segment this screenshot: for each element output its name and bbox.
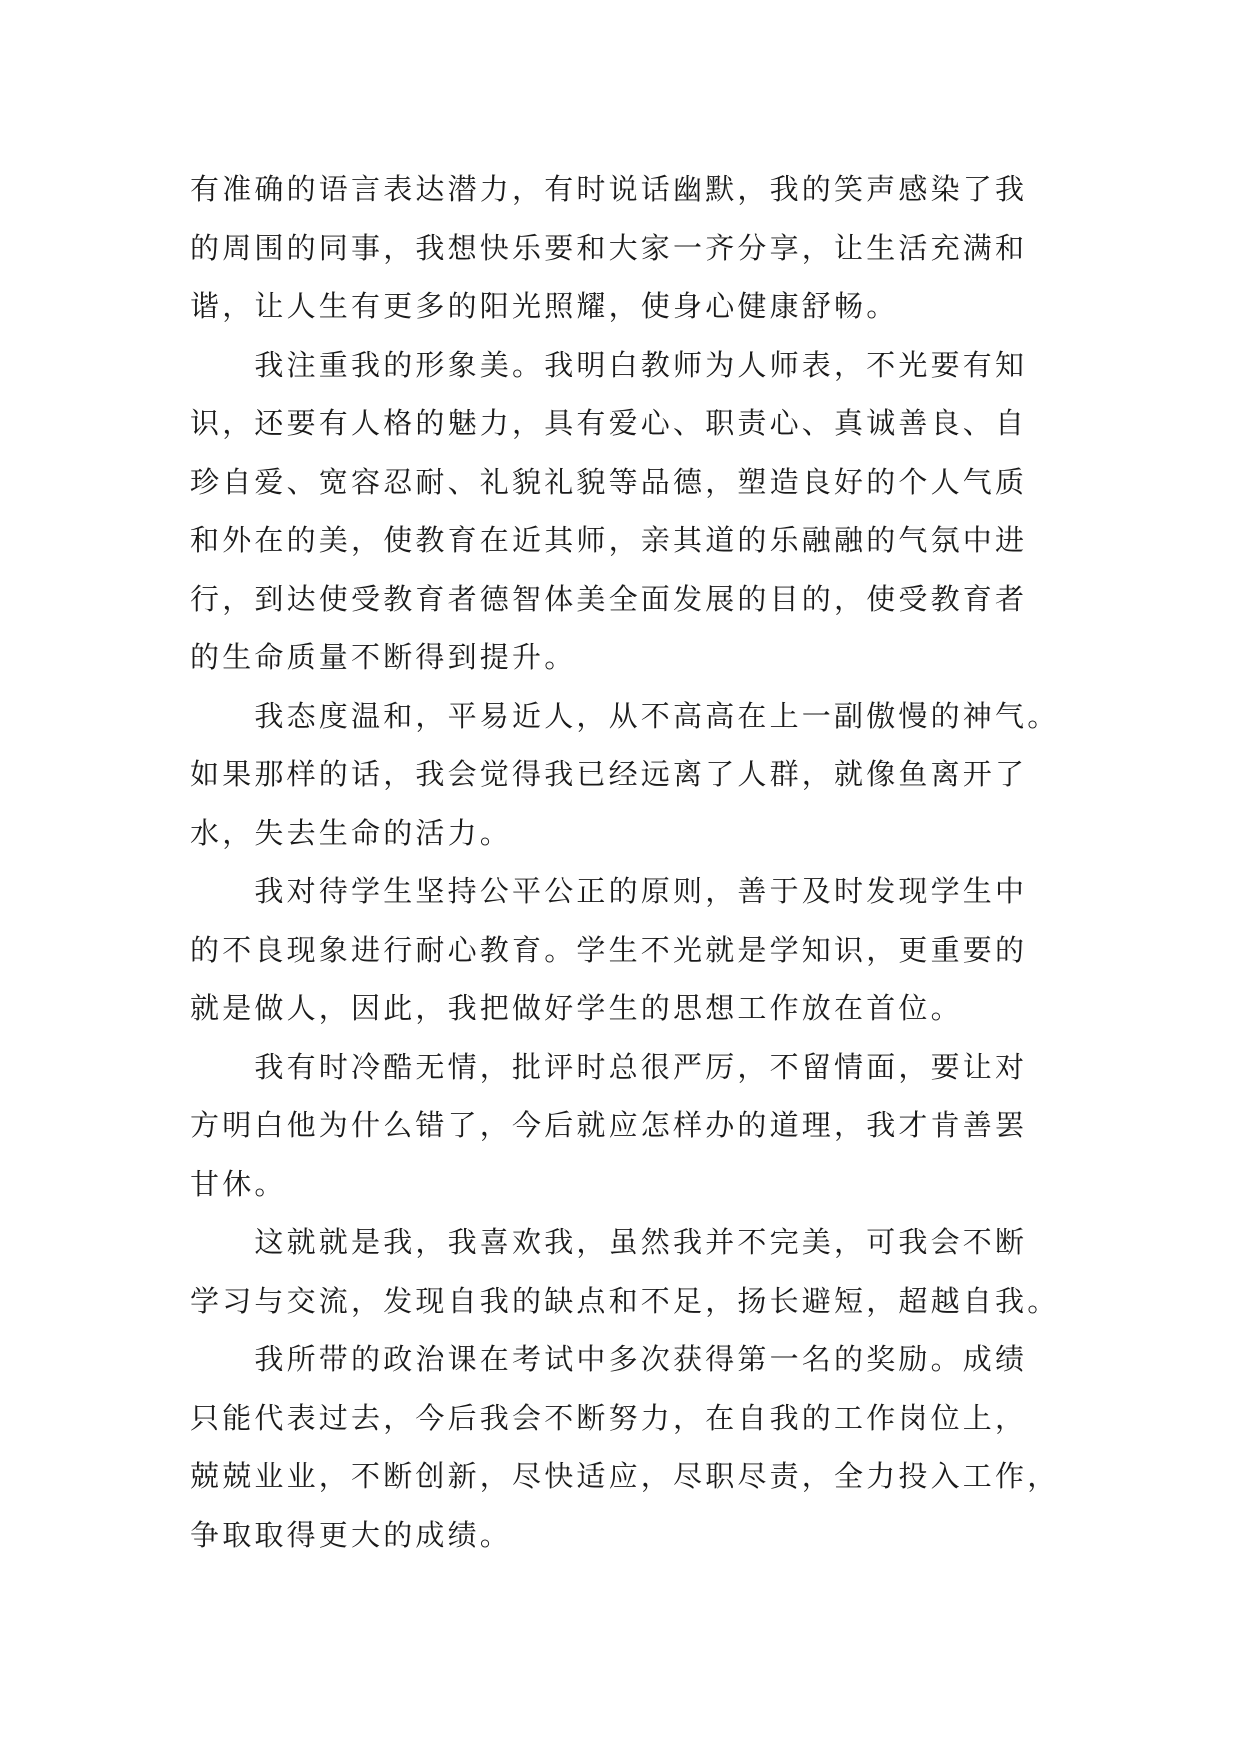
text-line: 和外在的美，使教育在近其师，亲其道的乐融融的气氛中进 xyxy=(190,523,1028,557)
text-line: 我对待学生坚持公平公正的原则，善于及时发现学生中 xyxy=(190,874,1028,908)
text-line: 的周围的同事，我想快乐要和大家一齐分享，让生活充满和 xyxy=(190,230,1028,265)
text-line: 我态度温和，平易近人，从不高高在上一副傲慢的神气。 xyxy=(190,698,1060,733)
text-line: 我注重我的形象美。我明白教师为人师表，不光要有知 xyxy=(190,347,1028,382)
text-line: 如果那样的话，我会觉得我已经远离了人群，就像鱼离开了 xyxy=(190,757,1028,791)
text-line: 学习与交流，发现自我的缺点和不足，扬长避短，超越自我。 xyxy=(190,1283,1060,1318)
text-line: 方明白他为什么错了，今后就应怎样办的道理，我才肯善罢 xyxy=(190,1108,1028,1142)
text-line: 只能代表过去，今后我会不断努力，在自我的工作岗位上， xyxy=(190,1400,1028,1435)
text-line: 这就就是我，我喜欢我，虽然我并不完美，可我会不断 xyxy=(190,1225,1028,1259)
text-line: 水，失去生命的活力。 xyxy=(190,815,513,850)
text-line: 争取取得更大的成绩。 xyxy=(190,1517,513,1552)
body-text xyxy=(190,160,1060,1564)
text-line: 我有时冷酷无情，批评时总很严厉，不留情面，要让对 xyxy=(190,1049,1028,1084)
text-line: 就是做人，因此，我把做好学生的思想工作放在首位。 xyxy=(190,991,963,1025)
text-line: 行，到达使受教育者德智体美全面发展的目的，使受教育者 xyxy=(190,581,1028,616)
text-line: 兢兢业业，不断创新，尽快适应，尽职尽责，全力投入工作， xyxy=(190,1459,1060,1493)
text-line: 识，还要有人格的魅力，具有爱心、职责心、真诚善良、自 xyxy=(190,406,1028,440)
text-line: 的不良现象进行耐心教育。学生不光就是学知识，更重要的 xyxy=(190,932,1028,967)
text-line: 甘休。 xyxy=(190,1166,287,1201)
text-line: 珍自爱、宽容忍耐、礼貌礼貌等品德，塑造良好的个人气质 xyxy=(190,464,1028,499)
text-line: 我所带的政治课在考试中多次获得第一名的奖励。成绩 xyxy=(190,1342,1028,1376)
text-line: 的生命质量不断得到提升。 xyxy=(190,640,577,674)
text-line: 谐，让人生有更多的阳光照耀，使身心健康舒畅。 xyxy=(190,289,899,323)
text-line: 有准确的语言表达潜力，有时说话幽默，我的笑声感染了我 xyxy=(190,172,1028,206)
